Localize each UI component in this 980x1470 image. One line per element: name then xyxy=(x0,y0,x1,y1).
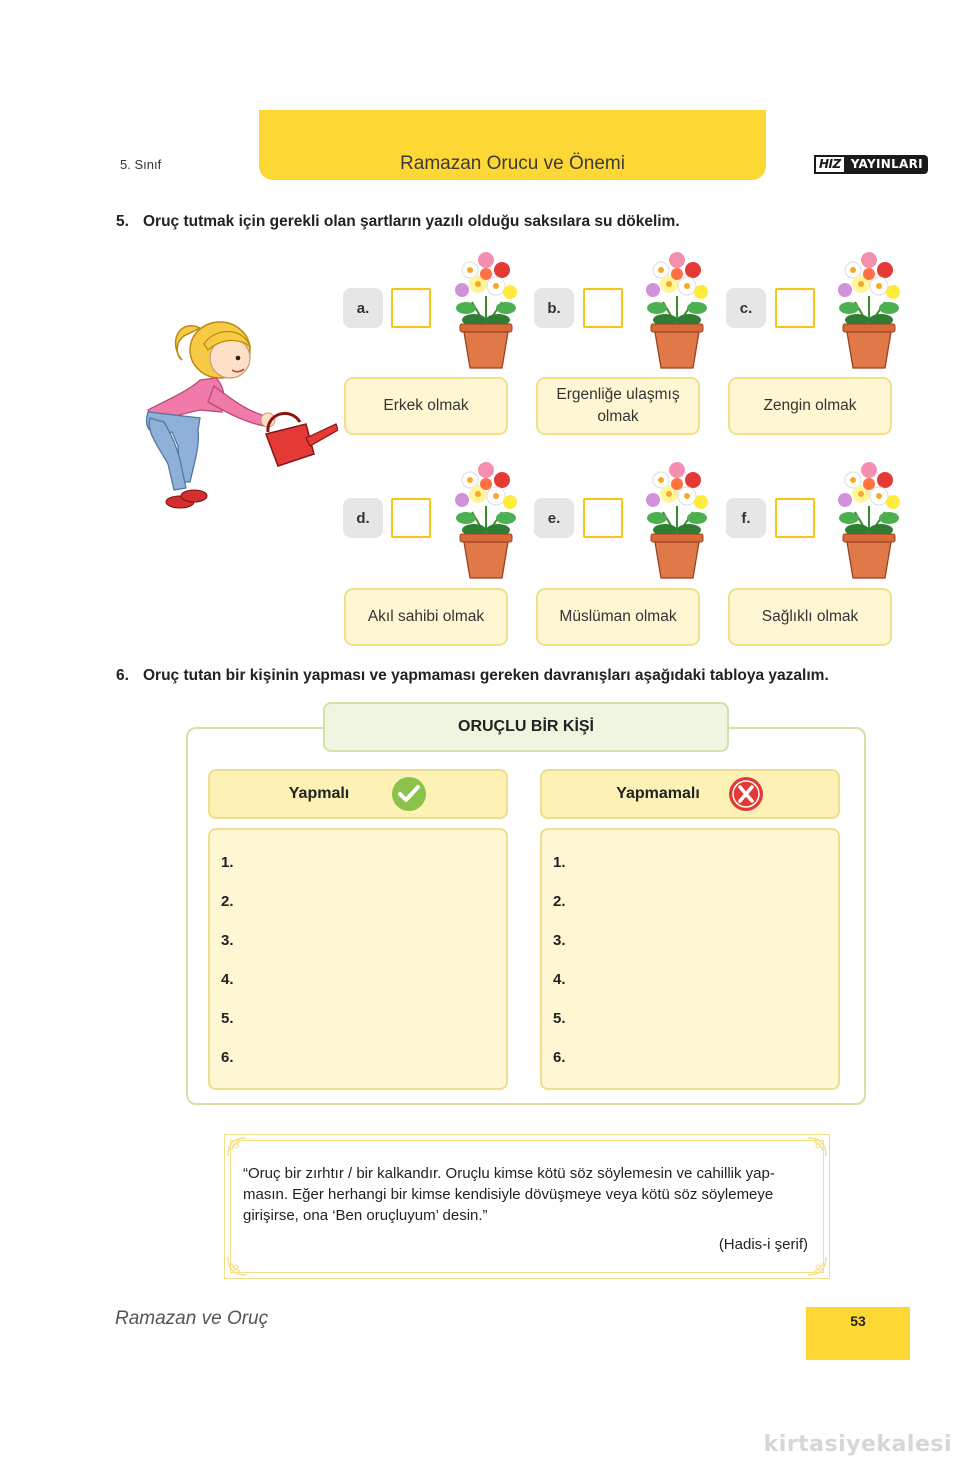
answer-box-b[interactable] xyxy=(583,288,623,328)
flower-pot-icon xyxy=(646,462,708,578)
question-text: Oruç tutmak için gerekli olan şartların yazılı olduğu saksılara su dökelim. xyxy=(143,213,680,230)
hadith-quote-text xyxy=(243,1163,813,1226)
check-icon xyxy=(391,776,427,812)
option-letter-c: c. xyxy=(726,288,766,328)
ornament-corner-icon xyxy=(806,1255,828,1277)
flower-pot-c[interactable] xyxy=(829,246,909,376)
table-title: ORUÇLU BİR KİŞİ xyxy=(323,702,729,752)
quote-line: masın. Eğer herhangi bir kimse kendisiyle dövüşmeye veya kötü söz söylemeye xyxy=(243,1186,774,1203)
option-letter-f: f. xyxy=(726,498,766,538)
table-row[interactable]: 6. xyxy=(221,1049,234,1066)
column-label-dont: Yapmamalı xyxy=(616,785,700,802)
grade-label: 5. Sınıf xyxy=(120,157,162,172)
publisher-logo-part2: YAYINLARI xyxy=(846,155,928,174)
flower-pot-icon xyxy=(455,462,517,578)
page-title: Ramazan Orucu ve Önemi xyxy=(400,153,625,174)
column-body-dont[interactable] xyxy=(540,828,840,1090)
girl-watering-illustration xyxy=(138,314,338,524)
flower-pot-b[interactable] xyxy=(637,246,717,376)
answer-box-e[interactable] xyxy=(583,498,623,538)
option-letter-d: d. xyxy=(343,498,383,538)
question-number: 5. xyxy=(116,213,129,230)
title-banner xyxy=(259,110,766,180)
cross-icon xyxy=(728,776,764,812)
question-6 xyxy=(116,667,829,685)
watermark: kirtasiyekalesi xyxy=(763,1432,952,1457)
quote-line: “Oruç bir zırhtır / bir kalkandır. Oruçlu kimse kötü söz söylemesin ve cahillik yap- xyxy=(243,1165,775,1182)
ornament-corner-icon xyxy=(806,1136,828,1158)
quote-source: (Hadis-i şerif) xyxy=(718,1236,808,1253)
answer-box-a[interactable] xyxy=(391,288,431,328)
condition-text-b: Ergenliğe ulaşmış olmak xyxy=(556,386,680,425)
publisher-logo xyxy=(814,154,928,174)
table-row[interactable]: 3. xyxy=(553,932,566,949)
condition-card-c xyxy=(728,377,892,435)
table-row[interactable]: 4. xyxy=(553,971,566,988)
page-number-box xyxy=(806,1307,910,1360)
table-row[interactable]: 5. xyxy=(221,1010,234,1027)
footer-section-title: Ramazan ve Oruç xyxy=(115,1308,269,1329)
flower-pot-icon xyxy=(838,462,900,578)
ornament-corner-icon xyxy=(226,1255,248,1277)
option-letter-e: e. xyxy=(534,498,574,538)
condition-text-e: Müslüman olmak xyxy=(559,608,677,625)
condition-card-b xyxy=(536,377,700,435)
condition-text-c: Zengin olmak xyxy=(763,397,857,414)
option-letter-b: b. xyxy=(534,288,574,328)
publisher-logo-part1: HIZ xyxy=(814,155,846,174)
condition-card-f xyxy=(728,588,892,646)
condition-text-a: Erkek olmak xyxy=(383,397,469,414)
flower-pot-a[interactable] xyxy=(446,246,526,376)
page-number: 53 xyxy=(850,1313,866,1329)
condition-card-a xyxy=(344,377,508,435)
flower-pot-f[interactable] xyxy=(829,456,909,586)
table-row[interactable]: 5. xyxy=(553,1010,566,1027)
question-number: 6. xyxy=(116,667,129,684)
condition-text-f: Sağlıklı olmak xyxy=(761,608,859,625)
column-label-do: Yapmalı xyxy=(288,785,350,802)
condition-text-d: Akıl sahibi olmak xyxy=(367,608,485,625)
question-text: Oruç tutan bir kişinin yapması ve yapmaması gereken davranışları aşağıdaki tabloya yazalım. xyxy=(143,667,829,684)
quote-line: girişirse, ona ‘Ben oruçluyum’ desin.” xyxy=(243,1207,488,1224)
table-row[interactable]: 1. xyxy=(553,854,566,871)
flower-pot-icon xyxy=(455,252,517,368)
flower-pot-icon xyxy=(646,252,708,368)
column-body-do[interactable] xyxy=(208,828,508,1090)
table-row[interactable]: 1. xyxy=(221,854,234,871)
flower-pot-icon xyxy=(838,252,900,368)
table-row[interactable]: 3. xyxy=(221,932,234,949)
ornament-corner-icon xyxy=(226,1136,248,1158)
answer-box-d[interactable] xyxy=(391,498,431,538)
flower-pot-e[interactable] xyxy=(637,456,717,586)
answer-box-c[interactable] xyxy=(775,288,815,328)
flower-pot-d[interactable] xyxy=(446,456,526,586)
table-row[interactable]: 4. xyxy=(221,971,234,988)
option-letter-a: a. xyxy=(343,288,383,328)
table-row[interactable]: 6. xyxy=(553,1049,566,1066)
column-header-dont xyxy=(540,769,840,819)
table-row[interactable]: 2. xyxy=(221,893,234,910)
condition-card-d xyxy=(344,588,508,646)
table-row[interactable]: 2. xyxy=(553,893,566,910)
question-5 xyxy=(116,213,680,231)
column-header-do xyxy=(208,769,508,819)
condition-card-e xyxy=(536,588,700,646)
answer-box-f[interactable] xyxy=(775,498,815,538)
